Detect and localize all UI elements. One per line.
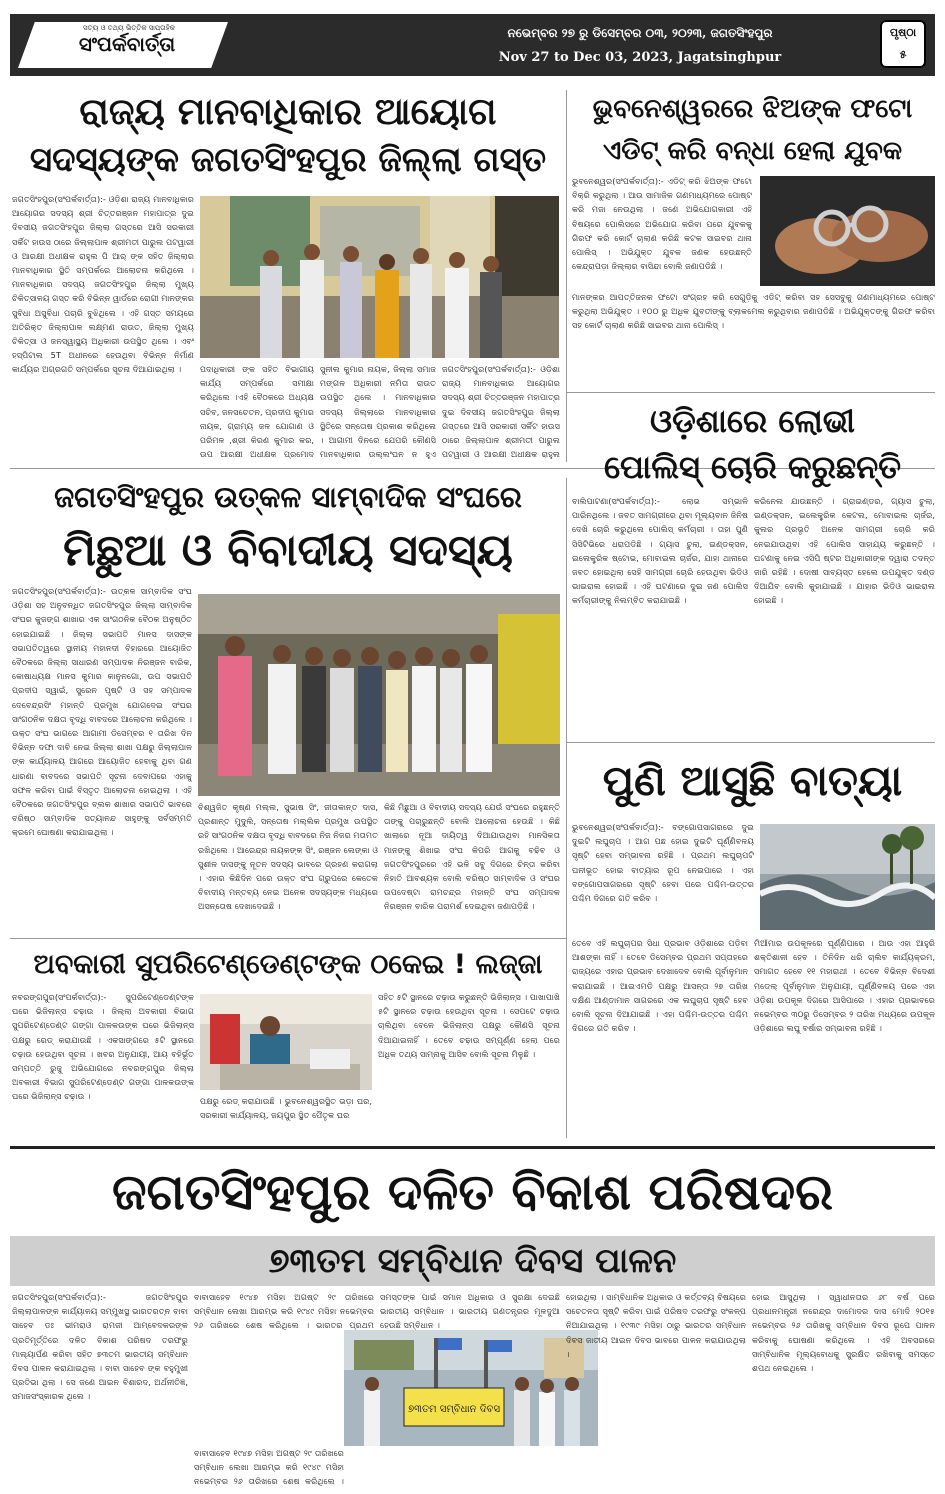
article-body: ହୋଇଥିଲା । ସାମ୍ବିଧାନିକ ଅଧିକାର ଓ କର୍ତ୍ତବ୍ୟ ବିଷୟରେ ସଚେତନତା ସୃଷ୍ଟି କରିବା ପାଇଁ ପରିଷଦ ତରଫରୁ ସଂକଳ୍ପ ନିଆଯାଇଥିଲା । ୧୯୩୯ ମସିହା ଠାରୁ ଭାରତର ସମ୍ବିଧାନ ଦିବସ ଜାତୀୟ ଆଇନ ଦିବସ ଭାବରେ ପାଳନ କରାଯାଉଥିଲା । bbox=[566, 1292, 746, 1359]
photo-constitution-illustration bbox=[344, 1330, 598, 1446]
photo-constitution-day bbox=[344, 1330, 598, 1446]
article-body: ବାବାସାହେବ ୧୯୪୭ ମସିହା ଅଗଷ୍ଟ ୨୯ ତାରିଖରେ ସମ୍ବିଧାନ ଲେଖା ଆରମ୍ଭ କରି ୧୯୪୯ ମସିହା ନଭେମ୍ବର ୨୬ ତାରିଖରେ ଶେଷ କରିଥିଲେ । bbox=[194, 1448, 344, 1487]
article-body: ସମସ୍ତଙ୍କ ପାଇଁ ସମାନ ଅଧିକାର ଓ ସୁରକ୍ଷା ଦେଇଛି ଭାରତୀୟ ସମ୍ବିଧାନ । ଭାରତୀୟ ଗଣତନ୍ତ୍ରର ମୂଳଦୁଆ ହେଉଛି ସମ୍ବିଧାନ । bbox=[380, 1292, 560, 1330]
article-body: ମିଆଁମାର ଉପକୂଳରେ ଘୂର୍ଣ୍ଣିପାରେ । ଆଉ ଏହା ଆହୁରି ଶକ୍ତିଶାଳୀ ହେବ । ତିନିଦିନ ଧରି ଚାଲିବ କାର୍ଯ୍ୟକ୍ରମ, ସମାଗତ ହେବେ ୧୧ ମହାରାଥୀ । ତେବେ ବିଭିନ୍ନ ବିଦେଶୀ ମଡେଲ୍ ପୂର୍ବାନୁମାନ ଅନୁଯାୟୀ, ଘୂର୍ଣ୍ଣିବଳୟ ପରେ ଏହା ଓଡ଼ିଶା ଉପକୂଳ ଦିଗରେ ଆସିପାରେ । ଏହାର ପ୍ରଭାବରେ ନଭେମ୍ବର ୩୦ରୁ ଡିସେମ୍ବର ୨ ତାରିଖ ମଧ୍ୟରେ ଉପକୂଳ ଓଡ଼ିଶାରେ ଲଘୁ ବର୍ଷାର ସମ୍ଭାବନା ରହିଛି । bbox=[754, 938, 935, 1034]
article-body: ସୁନୀଲ କୁମାର ନାୟକ, ଜିଲ୍ଲା ସମାଜ ମଙ୍ଗଳ ଅଧିକାରୀ ନମିତା ରାଉତ ଉପସ୍ଥିତ ଥିଲେ । ମାନବାଧିକାର ସଦସ୍ୟ ଜିଲ୍ଲାରେ ମାନବାଧିକାର ସ୍ଥିତିରେ ସନ୍ତୋଷ ପ୍ରକାଶ କରିଥିଲେ । ଆଗାମୀ ଦିନରେ ଯେପରି କୌଣସି ମାନବାଧିକାର ଉଲ୍ଲଂଘନ ନ ହୁଏ bbox=[320, 364, 436, 460]
headline-bhubaneswar-1: ଭୁବନେଶ୍ୱରରେ ଝିଅଙ୍କ ଫଟୋ bbox=[592, 94, 913, 124]
column-rule bbox=[566, 90, 567, 462]
dateline-english: Nov 27 to Dec 03, 2023, Jagatsinghpur bbox=[498, 50, 782, 65]
article-body: ତେବେ ଏହି ଲଘୁଚାପର ସିଧା ପ୍ରଭାବ ଓଡ଼ିଶାରେ ପଡ଼ିବା ଆଶଙ୍କା ନାହିଁ । ତେବେ ଡିସେମ୍ବର ପ୍ରଥମ ସପ୍ତାହରେ ରାଜ୍ୟରେ ଏହାର ପ୍ରଭାବ ଦେଖାଦେବ ବୋଲି ପୂର୍ବାନୁମାନ କରାଯାଇଛି । ଆଇଏମଡି ପକ୍ଷରୁ ଆସନ୍ତା ୨୭ ତାରିଖ ଦକ୍ଷିଣ ଆଣ୍ଡାମାନ ସାଗରରେ ଏକ ଲଘୁଚାପ ସୃଷ୍ଟି ହେବ ବୋଲି ସୂଚନା ଦିଆଯାଇଛି । ଏହା ପଶ୍ଚିମ-ଉତ୍ତର ପଶ୍ଚିମ ଦିଗରେ ଗତି କରିବ । bbox=[572, 938, 748, 1034]
headline-human-rights-1: ରାଜ୍ୟ ମାନବାଧିକାର ଆୟୋଗ bbox=[79, 90, 497, 133]
newspaper-name: ସଂପର୍କବାର୍ତ୍ତା bbox=[78, 32, 176, 56]
headline-human-rights-2: ସଦସ୍ୟଙ୍କ ଜଗତସିଂହପୁର ଜିଲ୍ଲା ଗସ୍ତ bbox=[29, 140, 547, 180]
article-body: ନବରଙ୍ଗପୁର(ସଂପର୍କବାର୍ତ୍ତା):- ସୁପରିଟେଣ୍ଡେଣ୍ଟଙ୍କ ଘରେ ଭିଜିଲାନ୍ସ ଚଢ଼ାଉ । ଜିଲ୍ଲା ଅବକାରୀ ବିଭାଗ ସୁପରିଟେଣ୍ଡେଣ୍ଟ ଗଙ୍ଗା ପାଳକଉଙ୍କ ଘରେ ଭିଜିଲାନ୍ସ ପକ୍ଷରୁ ରେଡ୍ କରାଯାଉଛି । ଏକସାଙ୍ଗରେ ୫ଟି ସ୍ଥାନରେ ଚଢ଼ାଉ ହେଉଥିବା ସୂଚନା । ଖବର ଅନୁଯାୟୀ, ଆୟ ବହିର୍ଭୂତ ସମ୍ପତ୍ତି ରୁଜୁ ଅଭିଯୋଗରେ ନବରଙ୍ଗପୁର ଜିଲ୍ଲା ଅବକାରୀ ବିଭାଗ ସୁପରିଟେଣ୍ଡେଣ୍ଟ ଗଙ୍ଗା ପାଳକଉଙ୍କ ଘରେ ଭିଜିଲାନ୍ସ ଚଢ଼ାଉ । bbox=[12, 992, 194, 1102]
headline-police-1: ଓଡ଼ିଶାରେ ଲୋଭୀ bbox=[650, 402, 855, 440]
dateline-odia: ନଭେମ୍ବର ୨୭ ରୁ ଡିସେମ୍ବର ୦୩, ୨୦୨୩, ଜଗତସିଂହପୁର bbox=[507, 26, 773, 40]
page-label: ପୃଷ୍ଠା bbox=[889, 26, 917, 39]
headline-police-2: ପୋଲିସ୍ ଚୋରି କରୁଛନ୍ତି bbox=[603, 448, 902, 486]
article-body: ବାବାସାହେବ ୧୯୪୭ ମସିହା ଅଗଷ୍ଟ ୨୯ ତାରିଖରେ ସମ୍ବିଧାନ ଲେଖା ଆରମ୍ଭ କରି ୧୯୪୯ ମସିହା ନଭେମ୍ବର ୨୬ ତାରିଖରେ ଶେଷ କରିଥିଲେ । ଭାରତର ପ୍ରଥମ bbox=[194, 1292, 374, 1330]
photo-excise-office bbox=[200, 994, 372, 1090]
article-body: ମାନଙ୍କର ଆପତ୍ତିଜନକ ଫଟୋ ସଂଗ୍ରହ କରି ସେଗୁଡ଼ିକୁ ଏଡିଟ୍ କରିବା ସହ ସେସବୁକୁ ଗଣମାଧ୍ୟମରେ ପୋଷ୍ଟ କରୁଥିଲା ଅଭିଯୁକ୍ତ । ୧୦୦ ରୁ ଅଧିକ ଯୁବତୀଙ୍କୁ ବ୍ଲାକମେଲ କରୁଥିବାର ଜଣାପଡିଛି । ଅଭିଯୁକ୍ତଙ୍କୁ ଗିରଫ କରିବା ସହ କୋର୍ଟ ଚାଲାଣ କରିଛି ସାଇବର ଥାନା ପୋଲିସ୍ । bbox=[572, 292, 935, 331]
article-body: ହୋଇ ଆସୁଥିଲା । ସ୍ୱାଧୀନତାର ୬୮ ବର୍ଷ ପରେ ପ୍ରଧାନମନ୍ତ୍ରୀ ନରେନ୍ଦ୍ର ଦାମୋଦର ଦାସ ମୋଦି ୨୦୧୫ ନଭେମ୍ବର ୨୬ ତାରିଖକୁ ସମ୍ବିଧାନ ଦିବସ ରୂପେ ପାଳନ କରିବାକୁ ଘୋଷଣା କରିଥିଲେ । ଏହି ଅବସରରେ ସାମ୍ବିଧାନିକ ମୂଲ୍ୟବୋଧକୁ ସୁରକ୍ଷିତ ରଖିବାକୁ ସମସ୍ତେ ଶପଥ ନେଇଥିଲେ । bbox=[752, 1292, 935, 1374]
headline-journalists-2: ମିଛୁଆ ଓ ବିବାଦୀୟ ସଦସ୍ୟ bbox=[63, 525, 513, 576]
photo-commission-visit bbox=[200, 196, 559, 358]
article-body: ସହିତ ୫ଟି ସ୍ଥାନରେ ଚଢ଼ାଉ କରୁଛନ୍ତି ଭିଜିଲାନ୍ସ । ପାଖାପାଖି ୫ଟି ସ୍ଥାନରେ ଚଢ଼ାଉ ହେଉଥିବା ସୂଚନା । ସେପଟେ ଚଢ଼ାଉ ଚାଲିଥିବା ବେଳେ ଭିଜିଲାନ୍ସ ପକ୍ଷରୁ କୌଣସି ସୂଚନା ଦିଆଯାଇନାହିଁ । ତେବେ ଚଢ଼ାଉ ସମ୍ପୂର୍ଣ୍ଣ ହେଲା ପରେ ଅଧିକ ତଥ୍ୟ ସାମ୍ନାକୁ ଆସିବ ବୋଲି ସୂଚନା ମିଳୁଛି । bbox=[378, 992, 560, 1059]
headline-journalists-1: ଜଗତସିଂହପୁର ଉତ୍କଳ ସାମ୍ବାଦିକ ସଂଘରେ bbox=[54, 480, 522, 514]
headline-excise: ଅବକାରୀ ସୁପରିଟେଣ୍ଡେଣ୍ଟଙ୍କ ଠକେଇ ! ଲଜ୍ଜା bbox=[33, 949, 543, 980]
article-body: ଜଗତସିଂହପୁର(ସଂପର୍କବାର୍ତ୍ତା):- ଓଡ଼ିଶା ରାଜ୍ୟ ମାନବାଧିକାର ଆୟୋଗର ସଦସ୍ୟ ଶ୍ରୀ ଚିତ୍ତରଞ୍ଜନ ମହାପାତ୍ର ଦୁଇ ଦିବସୀୟ ଜଗତସିଂହପୁର ଜିଲ୍ଲା ଗସ୍ତରେ ଆସି ସରକାରୀ ସର୍କିଟ ହାଉସ ଠାରେ ଜିଲ୍ଲାପାଳ ଶ୍ରୀମତୀ ପାରୁଲ ପଟୱାରୀ ଓ ଆରକ୍ଷୀ ଅଧୀକ୍ଷକ ରାହୁଲ ପି ଆର୍ ଙ୍କ ସହିତ ଜିଲ୍ଲାର ମାନବାଧିକାର ସ୍ଥିତି ସମ୍ପର୍କରେ ଆଲୋଚନା କରିଥିଲେ । ମାନବାଧିକାର ସଦସ୍ୟ ଜଗତସିଂହପୁର ଜିଲ୍ଲା ମୁଖ୍ୟ ଚିକିତ୍ସାଳୟ ଗସ୍ତ କରି ବିଭିନ୍ନ ୱାର୍ଡରେ ରୋଗୀ ମାନଙ୍କର ସୁବିଧା ଅସୁବିଧା ପଚାରି ବୁଝିଥିଲେ । ଏହି ଗସ୍ତ ସମୟରେ ଅତିରିକ୍ତ ଜିଲ୍ଲାପାଳ ଲକ୍ଷ୍ମଣ ରାଉତ, ଜିଲ୍ଲା ମୁଖ୍ୟ ଚିକିତ୍ସା ଓ ଜନସ୍ୱାସ୍ଥ୍ୟ ଅଧିକାରୀ ଉପସ୍ଥିତ ଥିଲେ । ଏବଂ ହସ୍ପିଟାଲ 5T ଅଧୀନରେ ହେଉଥିବା ବିଭିନ୍ନ ନିର୍ମାଣ କାର୍ଯ୍ୟର ଅଗ୍ରଗତି ସମ୍ପର୍କରେ ସୂଚନା ଦିଆଯାଇଥିଲା । bbox=[12, 194, 194, 375]
column-rule bbox=[566, 478, 567, 1138]
photo-journalists-group bbox=[198, 594, 560, 796]
article-body: କରିନେଲ ଯାଉଛନ୍ତି । ଗ୍ରାଇଣ୍ଡର, ଗ୍ୟାସ ଚୁଲା, ଇଣ୍ଡକ୍ସନ, ଇଲେକ୍ଟ୍ରିକ କେଟଲ, ମୋବାଇଲ ଚାର୍ଜର, କୁଲର ପ୍ରଭୃତି ଅନେକ ସାମଗ୍ରୀ ଚୋରି କରି ନେଇଯାଉଥିବା ଏହି ପୋଲିସ ସାହାଯ୍ୟ କରୁଛନ୍ତି । ଘଟଣାକୁ ନେଇ ଏସିପି ଷ୍ଟର ଅଧିକାରୀଙ୍କ ଦ୍ୱାରା ତଦନ୍ତ ଜାରି ରହିଛି । ଦୋଷୀ ସାବ୍ୟସ୍ତ ହେଲେ ଉପଯୁକ୍ତ ଦଣ୍ଡ ଦିଆଯିବ ବୋଲି କୁହାଯାଇଛି । ଯାହାର ଭିଡିଓ ଭାଇରାଲ ହୋଇଛି । bbox=[754, 496, 935, 606]
photo-cyclone-sea bbox=[760, 824, 935, 930]
photo-handcuffs-illustration bbox=[760, 176, 935, 286]
photo-handcuffs bbox=[760, 176, 935, 286]
article-body: କିଛି ମିଛୁଆ ଓ ବିବାଦୀୟ ସଦସ୍ୟ ଯେଉଁ ସଂଘରେ ରହୁଛନ୍ତି ତାଙ୍କୁ ପଚାରୁଛନ୍ତି ବୋଲି ଆଲୋଚନା ହେଉଛି । କିଛି ଖାଲାରେ ନୂଆ ଦାୟିତ୍ୱ ଦିଆଯାଉଥିବା ମାନସିକତା ମାନଙ୍କୁ ଶିଖାଇ ସଂଘ କିପରି ଆଗକୁ ବଢିବ ଓ ଜଗତସିଂହପୁରରେ ଏହି ଭଳି ସବୁ ଦିଗରେ ଚିନ୍ତା କରିବା ନିହାତି ଆବଶ୍ୟକ ବୋଲି ବରିଷ୍ଠ ସାମ୍ବାଦିକ ଓ ସଂଘର ଉପଦେଷ୍ଟା ରାମଚନ୍ଦ୍ର ମହାନ୍ତି ସଂଘ ସମ୍ପାଦକ ନିରଞ୍ଜନ ବାରିକ ପରାମର୍ଶ ଦେଇଥିବା ଜଣାପଡ଼ିଛି । bbox=[384, 802, 560, 912]
article-body: ପଦାଧିକାରୀ ଙ୍କ ସହିତ ବିଭାଗୀୟ କାର୍ଯ୍ୟ ସମ୍ପର୍କରେ ସମୀକ୍ଷା କରିଥିଲେ ।ଏହି ବୈଠକରେ ଅଧ୍ୟକ୍ଷ ସଚିବ, ଜନସଚେତନ, ପ୍ରଦୀପ କୁମାର ନାୟକ, ଗ୍ରାମ୍ୟ ଜଳ ଯୋଗାଣ ଓ ପରିମଳ ,ଶ୍ରୀ କିରଣ କୁମାର କର, ଉପ ଆରକ୍ଷୀ ଅଧୀକ୍ଷକ ପ୍ରମୋଦ bbox=[200, 364, 314, 460]
section-rule bbox=[10, 938, 566, 939]
article-body: ପକ୍ଷରୁ ରେଡ୍ କରାଯାଉଛି । ଭୁବନେଶ୍ୱରସ୍ଥିତ ଭଡ଼ା ଘର, ସରକାରୀ କାର୍ଯ୍ୟାଳୟ, ଜୟପୁର ସ୍ଥିତ ପୈତୃକ ଘର bbox=[200, 1096, 372, 1121]
photo-excise-illustration bbox=[200, 994, 372, 1090]
headline-bhubaneswar-2: ଏଡିଟ୍ କରି ବନ୍ଧା ହେଲା ଯୁବକ bbox=[602, 136, 903, 166]
headline-cyclone: ପୁଣି ଆସୁଛି ବାତ୍ୟା bbox=[602, 756, 903, 805]
article-body: ବାଲିପାଟଣା(ସଂପର୍କବାର୍ତ୍ତା):- ଲୋଭ ସମ୍ଭାଳି ପାରିନଥିଲେ । ଜବତ ସାମଗ୍ରୀରେ ଥିବା ମୂଲ୍ୟବାନ ଜିନିଷ ଦେଖି ଚୋରି କରୁଥିଲେ ପୋଲିସ୍ କର୍ମଚାରୀ । ତାହା ପୁଣି ସିସିଟିଭିରେ ଧରାପଡିଛି । ଗ୍ୟାସ ଚୁଲା, ଇଣ୍ଡକ୍ସନ, ଇଲେକ୍ଟ୍ରିକ ଷ୍ଟୋଭ, ମୋବାଇଲ ଚାର୍ଜର, ଯାହା ଥାନାରେ ଜବତ ହୋଇଥିଲା ସେହି ସାମଗ୍ରୀ ଚୋରି ହେଉଥିବା ଭିଡିଓ ଭାଇରାଲ ହୋଇଛି । ଏହି ଘଟଣାରେ ଦୁଇ ଜଣ ପୋଲିସ କର୍ମଚାରୀଙ୍କୁ ନିଲମ୍ବିତ କରାଯାଇଛି । bbox=[572, 496, 748, 606]
photo-cyclone-illustration bbox=[760, 824, 935, 930]
section-rule bbox=[566, 392, 935, 393]
section-rule bbox=[10, 1146, 935, 1149]
article-body: ଜଗତସିଂହପୁର(ସଂପର୍କବାର୍ତ୍ତା):- ଓଡ଼ିଶା ରାଜ୍ୟ ମାନବାଧିକାର ଆୟୋଗର ସଦସ୍ୟ ଶ୍ରୀ ଚିତ୍ତରଞ୍ଜନ ମହାପାତ୍ର ଦୁଇ ଦିବସୀୟ ଜଗତସିଂହପୁର ଜିଲ୍ଲା ଗସ୍ତରେ ଆସି ସରକାରୀ ସର୍କିଟ ହାଉସ ଠାରେ ଜିଲ୍ଲାପାଳ ଶ୍ରୀମତୀ ପାରୁଲ ପଟୱାରୀ ଓ ଆରକ୍ଷୀ ଅଧୀକ୍ଷକ ରାହୁଲ bbox=[442, 364, 560, 460]
article-body: ଭୁବନେଶ୍ୱର(ସଂପର୍କବାର୍ତ୍ତା):- ଏଡିଟ୍ କରି ଝିଅଙ୍କ ଫଟୋ ବିକ୍ରି କରୁଥିଲା । ଆଉ ସାମାଜିକ ଗଣମାଧ୍ୟମରେ ପୋଷ୍ଟ କରି ମଜା ନେଉଥିଲା । ଜଣେ ଅଭିଯୋଗକାରୀ ଏହି ବିଷୟରେ ପୋଲିସରେ ଅଭିଯୋଗ କରିବା ପରେ ଯୁବକକୁ ଗିରଫ କରି କୋର୍ଟ ଚାଲାଣ କରିଛି କଟକ ସାଇବର ଥାନା ପୋଲିସ୍ । ଅଭିଯୁକ୍ତ ଯୁବକ ଜଣକ ହେଉଛନ୍ତି କେନ୍ଦ୍ରାପଡ଼ା ଜିଲ୍ଲାର ବାସିନ୍ଦା ବୋଲି ଜଣାପଡିଛି । bbox=[572, 176, 752, 272]
page-number-box bbox=[880, 20, 926, 68]
photo-banner-text: ୭୩ତମ ସମ୍ବିଧାନ ଦିବସ bbox=[408, 1404, 500, 1415]
photo-journalists-illustration bbox=[198, 594, 560, 796]
article-body: ଜଗତସିଂହପୁର(ସଂପର୍କବାର୍ତ୍ତା):- ଉତ୍କଳ ସାମ୍ବାଦିକ ସଂଘ ଓଡ଼ିଶା ସହ ଅନୁବନ୍ଧିତ ଜଗତସିଂହପୁର ଜିଲ୍ଲା ସାମ୍ବାଦିକ ସଂଘର କୁଜଙ୍ଗ ଶାଖାର ଏକ ସାଂଗଠନିକ ବୈଠକ ଅନୁଷ୍ଠିତ ହୋଇଯାଇଛି । ଜିଲ୍ଲା ସଭାପତି ମାନସ ଦାସଙ୍କ ସଭାପତିତ୍ୱରେ ସ୍ଥାନୀୟ ମହାନଦୀ ବିହାରରେ ଆୟୋଜିତ ବୈଠକରେ ଜିଲ୍ଲା ସାଧାରଣ ସମ୍ପାଦକ ନିରଞ୍ଜନ ବାରିକ, କୋଷାଧ୍ୟକ୍ଷ ମାନସ କୁମାର କାନୁନଗୋ, ଉପ ସଭାପତି ପ୍ରଦୀପ ସ୍ୱାଇଁ, ସୁରେନ ପୃଷ୍ଟି ଓ ସହ ସମ୍ପାଦକ ଦେବେନ୍ଦ୍ରସିଂ ମହାନ୍ତି ପ୍ରମୁଖ ଯୋଗଦେଇ ସଂଘର ସାଂଗଠନିକ ଦକ୍ଷତା ବୃଦ୍ଧି ବାବଦରେ ଆଲୋଚନା କରିଥିଲେ । ଉକ୍ତ ସଂଘ ଭାଗରେ ଆଗାମୀ ଡିସେମ୍ବର ୧ ତାରିଖ ଦିନ ବିଭିନ୍ନ ଦଫା ଦାବି ନେଇ ଜିଲ୍ଲା ଶାଖା ପକ୍ଷରୁ ଜିଲ୍ଲାପାଳ ଙ୍କ କାର୍ଯ୍ୟାଳୟ ଆଗରେ ଆୟୋଜିତ ହେବାକୁ ଥିବା ଗଣ ଧାରଣା ବାବଦରେ ସଭାପତି ସୂଚନା ଦେବାପରେ ଏହାକୁ ସଫଳ କରିବା ପାଇଁ ବିସ୍ତୃତ ଆଲୋଚନା ହୋଇଥିଲା । ଏହି ବୈଠକରେ ଜଗତସିଂହପୁର ବ୍ଲକ ଶାଖାର ସଭାପତି ଭାବରେ ବରିଷ୍ଠ ସାମ୍ବାଦିକ ସତ୍ୟାନନ୍ଦ ସାହୁଙ୍କୁ ସର୍ବସମ୍ମତି କ୍ରମେ ଘୋଷଣା କରାଯାଇଥିଲା । bbox=[12, 586, 192, 838]
section-rule bbox=[566, 742, 935, 743]
photo-commission-visit-illustration bbox=[200, 196, 559, 358]
article-body: ଭୁବନେଶ୍ୱର(ସଂପର୍କବାର୍ତ୍ତା):- ବଙ୍ଗୋପସାଗରରେ ଦୁଇ ଦୁଇଟି ଲଘୁଚାପ । ଆଗ ପଛ ହୋଇ ଦୁଇଟି ଘୂର୍ଣ୍ଣିବଳୟ ସୃଷ୍ଟି ହେବା ସମ୍ଭାବନା ରହିଛି । ପ୍ରଥମ ଲଘୁଚାପଟି ଘନୀଭୂତ ହୋଇ ବାତ୍ୟାର ରୂପ ନେଇପାରେ । ଏହା ବଙ୍ଗୋପସାଗରରେ ସୃଷ୍ଟି ହେବା ପରେ ପଶ୍ଚିମ-ଉତ୍ତର ପଶ୍ଚିମ ଦିଗରେ ଗତି କରିବ । bbox=[572, 822, 754, 904]
article-body: ଜଗତସିଂହପୁର(ସଂପର୍କବାର୍ତ୍ତା):- ଜଗତସିଂହପୁର ଜିଲ୍ଲାପାଳଙ୍କ କାର୍ଯ୍ୟାଳୟ ସମ୍ମୁଖସ୍ଥ ଭାରତରତ୍ନ ବାବା ସାହେବ ଡଃ ଭୀମରାଓ ରାମଜୀ ଆମ୍ବେଦକରଙ୍କ ପ୍ରତିମୂର୍ତ୍ତିରେ ଦଳିତ ବିକାଶ ପରିଷଦ ତରଫରୁ ମାଲ୍ୟାର୍ପଣ କରିବା ସହିତ ୭୩ତମ ଭାରତୀୟ ସମ୍ବିଧାନ ଦିବସ ପାଳନ କରାଯାଇଥିଲା । ବାବା ସାହେବ ଙ୍କ ବହୁମୁଖୀ ପ୍ରତିଭା ଥିଲା । ସେ ଜଣେ ଆଇନ ବିଶାରଦ, ଅର୍ଥନୀତିଜ୍ଞ, ସମାଜସଂସ୍କାରକ ଥିଲେ । bbox=[12, 1292, 188, 1402]
logo-tagline: ସତ୍ୟ ଓ ତଥ୍ୟ ଭିତ୍ତିକ ସାପ୍ତାହିକ bbox=[83, 24, 175, 32]
page-number: ୫ bbox=[899, 48, 907, 61]
headline-dalit: ଜଗତସିଂହପୁର ଦଳିତ ବିକାଶ ପରିଷଦର bbox=[111, 1163, 834, 1221]
subheadline-constitution-day: ୭୩ତମ ସମ୍ବିଧାନ ଦିବସ ପାଳନ bbox=[268, 1241, 677, 1281]
article-body: ବିଶ୍ୱଜିତ କୃଷ୍ଣ ମଲ୍ଲ, ସୁଭାଷ ସିଂ, ଜୀତାକାନ୍ତ ଦାସ, ପ୍ରଶାନ୍ତ ମୁଦୁଲି, ସନ୍ତୋଷ ମଲ୍ଲିକ ପ୍ରମୁଖ ଉପସ୍ଥିତ ରହି ସାଂଗଠନିକ ଦକ୍ଷତା ବୃଦ୍ଧି ବାବଦରେ ନିଜ ନିଜର ମତାମତ ରଖିଥିଲେ । ଆରେନ୍ଦ୍ର ନାୟକଙ୍କ ସିଂ, ରଞ୍ଜନ ଲେଙ୍କା ଓ ସୁଶୀଳ ଦାସଙ୍କୁ ନୂତନ ସଦସ୍ୟ ଭାବରେ ଗ୍ରହଣ କରାଗଲା । ଏହାର କିଛିଦିନ ପରେ ଉକ୍ତ ସଂଘ ଗ୍ରୁପରେ କେତେକ ବିବାଦୀୟ ମନ୍ତବ୍ୟ ନେଇ ଅନେକ ସଦସ୍ୟଙ୍କ ମଧ୍ୟରେ ଅସନ୍ତୋଷ ଦେଖାଦେଇଛି । bbox=[198, 802, 378, 912]
